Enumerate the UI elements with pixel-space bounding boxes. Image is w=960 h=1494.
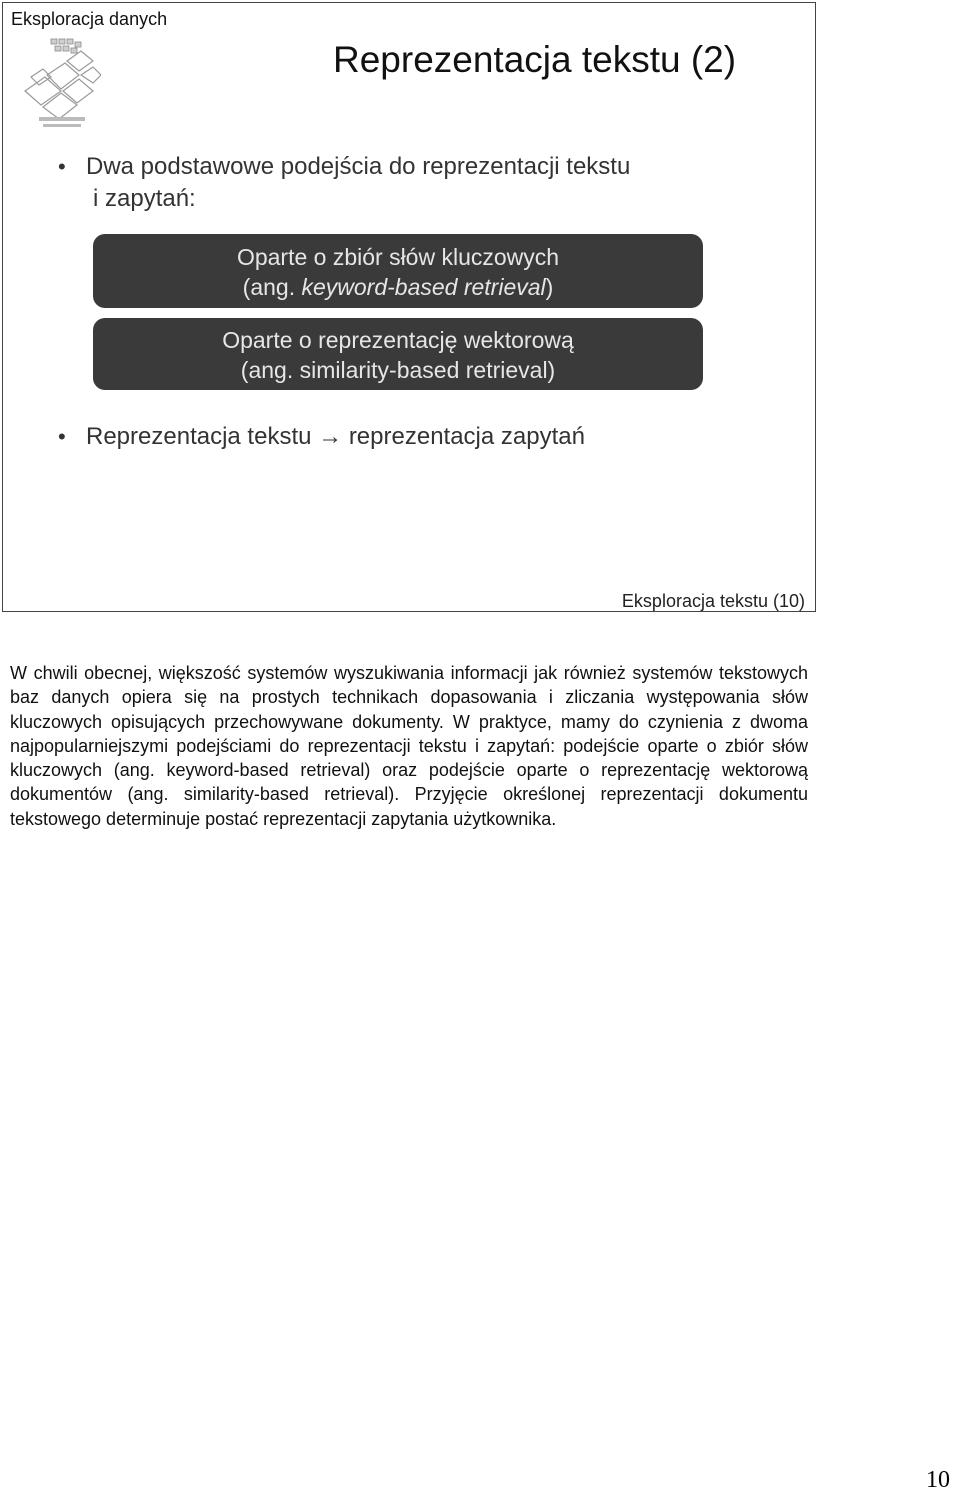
keyword-based-line1: Oparte o zbiór słów kluczowych bbox=[236, 244, 560, 270]
similarity-based-line1: Oparte o reprezentację wektorową bbox=[222, 327, 574, 353]
bullet-dot: • bbox=[58, 154, 66, 179]
similarity-based-line2: (ang. similarity-based retrieval) bbox=[240, 357, 556, 383]
bullet-representation-left: Reprezentacja tekstu bbox=[86, 423, 312, 450]
bullet-representation bbox=[58, 421, 786, 453]
bullet-approaches bbox=[58, 151, 726, 215]
similarity-based-box bbox=[93, 318, 703, 390]
bullet-representation-right: reprezentacja zapytań bbox=[348, 423, 585, 450]
slide-frame bbox=[2, 2, 816, 612]
bullet-approaches-line2: i zapytań: bbox=[93, 185, 196, 212]
slide-footer: Eksploracja tekstu (10) bbox=[621, 591, 805, 611]
keyword-based-line2: (ang. keyword-based retrieval) bbox=[242, 274, 554, 300]
notes-paragraph: W chwili obecnej, większość systemów wyszukiwania informacji jak również systemów tekstowych baz danych opiera się na prostych technikach dopasowania i zliczania występowania słów kluczowych opisujących przechowywane dokumenty. W praktyce, mamy do czynienia z dwoma najpopularniejszymi podejściami do reprezentacji tekstu i zapytań: podejście oparte o zbiór słów kluczowych (ang. keyword-based retrieval) oraz podejście oparte o reprezentację wektorową dokumentów (ang. similarity-based retrieval). Przyjęcie określonej reprezentacji dokumentu tekstowego determinuje postać reprezentacji zapytania użytkownika. bbox=[10, 663, 808, 829]
bullet-approaches-line1: Dwa podstawowe podejścia do reprezentacji tekstu bbox=[86, 153, 631, 180]
bullet-dot: • bbox=[58, 424, 66, 449]
page-number: 10 bbox=[926, 1467, 950, 1493]
arrow-right-icon: → bbox=[318, 423, 343, 450]
keyword-based-box bbox=[93, 234, 703, 308]
slide-title: Reprezentacja tekstu (2) bbox=[333, 39, 737, 80]
header-label: Eksploracja danych bbox=[11, 9, 168, 29]
grid-tiles-logo-icon bbox=[17, 33, 101, 133]
